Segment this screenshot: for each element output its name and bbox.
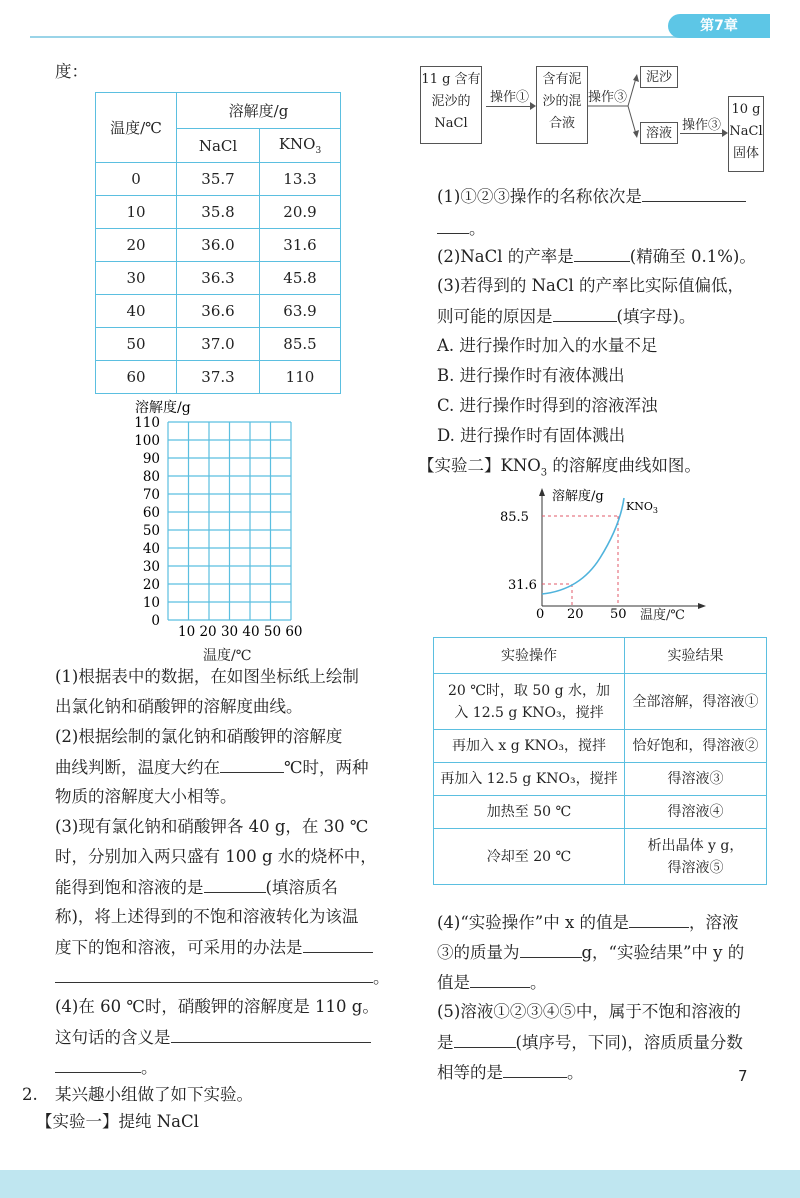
exp2-title: 【实验二】$KNO_3$ 的溶解度曲线如图。 bbox=[418, 456, 701, 479]
arrowhead-icon bbox=[539, 488, 545, 496]
table-cell: 36.6 bbox=[177, 295, 260, 328]
curve-x2: 50 bbox=[610, 607, 627, 622]
curve-x1: 20 bbox=[567, 607, 584, 622]
answer-blank[interactable] bbox=[574, 246, 630, 262]
q1-p3-l1: (3)现有氯化钠和硝酸钾各 40 g，在 30 ℃ bbox=[55, 817, 369, 836]
q1-p1-l2: 出氯化钠和硝酸钾的溶解度曲线。 bbox=[55, 697, 303, 716]
answer-blank[interactable] bbox=[642, 186, 746, 202]
grid-ytick: 10 bbox=[142, 595, 160, 611]
grid-ytick: 0 bbox=[151, 613, 160, 629]
cell-line: 得溶液④ bbox=[667, 804, 724, 820]
answer-blank[interactable] bbox=[454, 1032, 516, 1048]
table-cell: 20 bbox=[96, 229, 177, 262]
option-c: C. 进行操作时得到的溶液浑浊 bbox=[437, 396, 658, 415]
intro-text: 度： bbox=[55, 62, 88, 81]
table-cell: 50 bbox=[96, 328, 177, 361]
exp-op-cell bbox=[434, 796, 625, 829]
cell-line: 入 12.5 g KNO₃，搅拌 bbox=[454, 704, 604, 721]
table-cell: 45.8 bbox=[260, 262, 341, 295]
table-row bbox=[96, 361, 341, 394]
flow-start-box: 11 g 含有 泥沙的 NaCl bbox=[420, 66, 482, 144]
table-cell: 30 bbox=[96, 262, 177, 295]
q1-p2-l1: (2)根据绘制的氯化钠和硝酸钾的溶解度 bbox=[55, 727, 343, 746]
q1-p4-l2: 这句话的含义是 bbox=[55, 1027, 371, 1048]
flow-op1-label: 操作① bbox=[490, 90, 530, 105]
q1-p3-l6: 。 bbox=[55, 967, 390, 988]
col-sol-header: 溶解度/g bbox=[177, 93, 341, 129]
option-b: B. 进行操作时有液体溅出 bbox=[437, 366, 625, 385]
exp-res-cell bbox=[625, 730, 767, 763]
cell-line: 得溶液③ bbox=[667, 771, 724, 787]
table-cell: 20.9 bbox=[260, 196, 341, 229]
grid-ytick: 40 bbox=[142, 541, 160, 557]
kno3-curve bbox=[542, 498, 624, 594]
curve-y1: 85.5 bbox=[500, 510, 529, 525]
exp-op-cell bbox=[434, 829, 625, 885]
answer-blank[interactable] bbox=[503, 1062, 567, 1078]
grid-ytick: 30 bbox=[142, 559, 160, 575]
cell-line: 加热至 50 ℃ bbox=[486, 804, 572, 820]
table-cell: 63.9 bbox=[260, 295, 341, 328]
grid-ytick: 20 bbox=[142, 577, 160, 593]
header-rule bbox=[30, 36, 768, 38]
grid-chart bbox=[110, 396, 320, 644]
branch-arrows bbox=[588, 66, 644, 146]
flow-mix-box: 含有泥 沙的混 合液 bbox=[536, 66, 588, 144]
flow-op3b-label: 操作③ bbox=[682, 118, 722, 133]
r1-l1: (1)①②③操作的名称依次是 bbox=[437, 186, 746, 207]
exp-op-cell bbox=[434, 730, 625, 763]
q1-p3-l3: 能得到饱和溶液的是 (填溶质名 bbox=[55, 878, 338, 897]
grid-ytick: 80 bbox=[142, 469, 160, 485]
solubility-table bbox=[95, 92, 341, 394]
page-number: 7 bbox=[738, 1067, 748, 1085]
table-cell: 36.3 bbox=[177, 262, 260, 295]
table-row bbox=[434, 763, 767, 796]
table-cell: 36.0 bbox=[177, 229, 260, 262]
grid-ytick: 50 bbox=[142, 523, 160, 539]
cell-line: 20 ℃时，取 50 g 水，加 bbox=[447, 682, 611, 699]
q1-p4-l3: 。 bbox=[55, 1057, 158, 1078]
grid-xticks: 10 20 30 40 50 60 bbox=[178, 624, 303, 640]
table-row bbox=[434, 674, 767, 730]
table-cell: 85.5 bbox=[260, 328, 341, 361]
flow-arrow bbox=[486, 106, 534, 107]
answer-blank[interactable] bbox=[204, 877, 266, 893]
experiment-table bbox=[433, 637, 767, 885]
option-a: A. 进行操作时加入的水量不足 bbox=[437, 336, 658, 355]
table-row bbox=[96, 229, 341, 262]
table-cell: 37.0 bbox=[177, 328, 260, 361]
answer-blank[interactable] bbox=[520, 942, 582, 958]
q1-p2-l3: 物质的溶解度大小相等。 bbox=[55, 787, 237, 806]
answer-blank[interactable] bbox=[629, 912, 689, 928]
r3-l1: (3)若得到的 NaCl 的产率比实际值偏低， bbox=[437, 276, 745, 295]
q1-p1-l1: (1)根据表中的数据，在如图坐标纸上绘制 bbox=[55, 667, 359, 686]
exp-op-cell bbox=[434, 763, 625, 796]
flow-arrow bbox=[680, 133, 726, 134]
q1-p3-l4: 称)，将上述得到的不饱和溶液转化为该温 bbox=[55, 907, 359, 926]
table-row bbox=[96, 163, 341, 196]
cell-line: 得溶液⑤ bbox=[667, 859, 724, 876]
table-row bbox=[434, 829, 767, 885]
cell-line: 再加入 12.5 g KNO₃，搅拌 bbox=[440, 771, 618, 787]
cell-line: 全部溶解，得溶液① bbox=[632, 693, 759, 710]
footer-band bbox=[0, 1170, 800, 1198]
curve-y2: 31.6 bbox=[508, 578, 537, 593]
grid-ytick: 100 bbox=[134, 433, 160, 449]
table-cell: 60 bbox=[96, 361, 177, 394]
table-cell: 31.6 bbox=[260, 229, 341, 262]
table-row bbox=[434, 730, 767, 763]
exp-header-res: 实验结果 bbox=[625, 638, 767, 674]
exp-res-cell bbox=[625, 829, 767, 885]
r4-l2: ③的质量为 g，“实验结果”中 y 的 bbox=[437, 943, 745, 962]
r5-l3: 相等的是 。 bbox=[437, 1063, 584, 1082]
exp-res-cell bbox=[625, 796, 767, 829]
exp-header-op: 实验操作 bbox=[434, 638, 625, 674]
answer-blank[interactable] bbox=[171, 1027, 371, 1043]
table-cell: 13.3 bbox=[260, 163, 341, 196]
flow-op3a-label: 操作③ bbox=[588, 90, 628, 105]
answer-blank[interactable] bbox=[553, 306, 617, 322]
table-cell: 35.8 bbox=[177, 196, 260, 229]
table-row bbox=[434, 796, 767, 829]
grid-ytick: 90 bbox=[142, 451, 160, 467]
exp-op-cell bbox=[434, 674, 625, 730]
answer-blank[interactable] bbox=[303, 937, 373, 953]
table-row bbox=[96, 196, 341, 229]
r5-l1: (5)溶液①②③④⑤中，属于不饱和溶液的 bbox=[437, 1002, 741, 1021]
table-cell: 110 bbox=[260, 361, 341, 394]
r1-l2: 。 bbox=[437, 218, 486, 239]
cell-line: 析出晶体 y g， bbox=[647, 837, 744, 854]
table-cell: 10 bbox=[96, 196, 177, 229]
table-row bbox=[96, 262, 341, 295]
flow-diagram bbox=[420, 66, 770, 176]
table-row bbox=[96, 295, 341, 328]
r3-l2: 则可能的原因是 (填字母)。 bbox=[437, 307, 696, 326]
table-cell: 40 bbox=[96, 295, 177, 328]
curve-ylabel: 溶解度/g bbox=[552, 489, 604, 504]
cell-line: 冷却至 20 ℃ bbox=[486, 848, 572, 865]
table-cell: 35.7 bbox=[177, 163, 260, 196]
table-cell: 0 bbox=[96, 163, 177, 196]
q1-p2-l2: 曲线判断，温度大约在 ℃时，两种 bbox=[55, 758, 369, 777]
answer-blank[interactable] bbox=[470, 972, 530, 988]
col-kno3-header: $KNO_3$ bbox=[260, 129, 341, 163]
grid-ylabel: 溶解度/g bbox=[135, 400, 191, 416]
grid-xlabel: 温度/℃ bbox=[203, 648, 252, 664]
flow-result-box: 10 g NaCl 固体 bbox=[728, 96, 764, 172]
grid-ytick: 110 bbox=[134, 415, 160, 431]
grid-ytick: 60 bbox=[142, 505, 160, 521]
curve-series-label: $KNO_3$ bbox=[626, 500, 658, 515]
r5-l2: 是 (填序号，下同)，溶质质量分数 bbox=[437, 1033, 743, 1052]
exp-res-cell bbox=[625, 763, 767, 796]
curve-xlabel: 温度/℃ bbox=[640, 608, 685, 623]
col-temp-header: 温度/℃ bbox=[96, 93, 177, 163]
q1-p4-l1: (4)在 60 ℃时，硝酸钾的溶解度是 110 g。 bbox=[55, 997, 379, 1016]
col-nacl-header: NaCl bbox=[177, 129, 260, 163]
grid-ytick: 70 bbox=[142, 487, 160, 503]
exp-res-cell bbox=[625, 674, 767, 730]
r2: (2)NaCl 的产率是 (精确至 0.1%)。 bbox=[437, 247, 756, 266]
flow-solution-box: 溶液 bbox=[640, 122, 678, 144]
q1-p3-l5: 度下的饱和溶液，可采用的办法是 bbox=[55, 937, 373, 958]
r4-l3: 值是 。 bbox=[437, 973, 547, 992]
answer-blank[interactable] bbox=[55, 967, 373, 983]
flow-sand-box: 泥沙 bbox=[640, 66, 678, 88]
q2-exp1: 【实验一】提纯 NaCl bbox=[36, 1112, 199, 1131]
q2-num: 2. bbox=[22, 1085, 38, 1104]
chapter-tab: 第7章 bbox=[668, 14, 770, 38]
curve-x0: 0 bbox=[536, 607, 545, 622]
answer-blank[interactable] bbox=[220, 757, 284, 773]
cell-line: 恰好饱和，得溶液② bbox=[632, 738, 759, 754]
arrowhead-icon bbox=[698, 603, 706, 609]
option-d: D. 进行操作时有固体溅出 bbox=[437, 426, 626, 445]
table-cell: 37.3 bbox=[177, 361, 260, 394]
q2-intro: 某兴趣小组做了如下实验。 bbox=[55, 1085, 253, 1104]
answer-blank[interactable] bbox=[55, 1057, 141, 1073]
cell-line: 再加入 x g KNO₃，搅拌 bbox=[451, 738, 606, 754]
r4-l1: (4)“实验操作”中 x 的值是 ，溶液 bbox=[437, 913, 739, 932]
answer-blank[interactable] bbox=[437, 218, 469, 234]
table-row bbox=[96, 328, 341, 361]
q1-p3-l2: 时，分别加入两只盛有 100 g 水的烧杯中， bbox=[55, 847, 377, 866]
